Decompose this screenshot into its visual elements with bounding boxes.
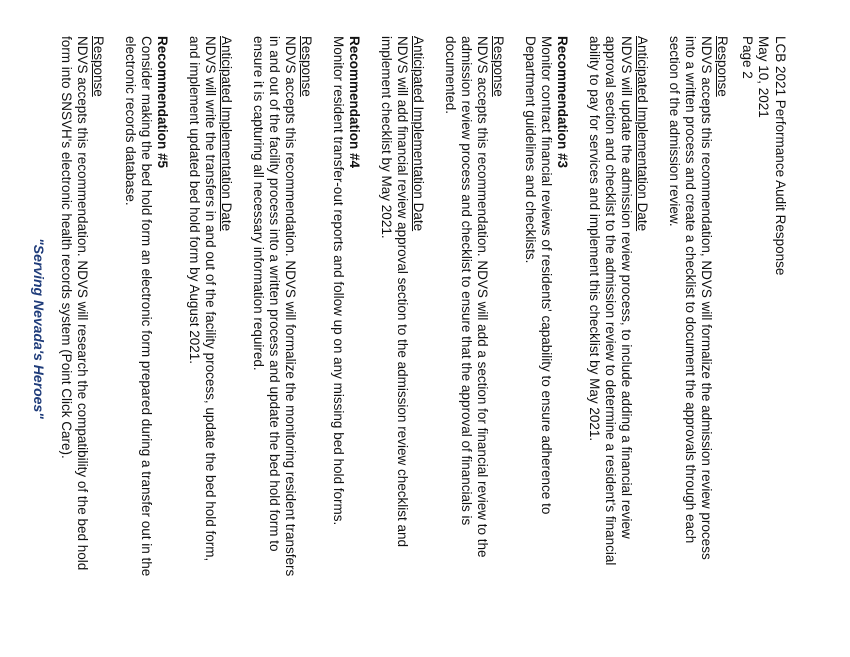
recommendation-4	[330, 36, 362, 581]
section-label: Response	[299, 36, 314, 97]
recommendation-text: Consider making the bed hold form an electronic form prepared during a transfer out in the electronic records database.	[123, 36, 154, 577]
section-label: Anticipated Implementation Date	[219, 36, 234, 232]
section-label: Anticipated Implementation Date	[411, 36, 426, 232]
response-section-4	[250, 36, 314, 581]
document-body	[42, 36, 730, 581]
section-label: Response	[491, 36, 506, 97]
section-text: NDVS accepts this recommendation. NDVS will formalize the monitoring resident transfers in and out of the facility process into a written process and update the bed hold form to ensure it is capturing all necessary information required.	[251, 36, 298, 577]
response-section-5	[58, 36, 106, 581]
recommendation-text: Monitor contract financial reviews of residents' capability to ensure adherence to Department guidelines and checklists.	[523, 36, 554, 515]
response-section-1	[666, 36, 730, 581]
section-label: Anticipated Implementation Date	[635, 36, 650, 232]
section-text: NDVS will write the transfers in and out of the facility process, update the bed hold form, and implement updated bed hold form by August 2021.	[187, 36, 218, 562]
section-text: NDVS will add financial review approval section to the admission review checklist and implement checklist by May 2021.	[379, 36, 410, 547]
document-header	[739, 36, 789, 275]
section-label: Response	[715, 36, 730, 97]
recommendation-heading: Recommendation #4	[347, 36, 362, 169]
section-text: NDVS accepts this recommendation. NDVS will add a section for financial review to the admission review process and checklist to ensure that the approval of financials is documented.	[443, 36, 490, 558]
response-section-3	[442, 36, 506, 581]
section-text: NDVS accepts this recommendation. NDVS will research the compatibility of the bed hold form into SNSVH's electronic health records system (Point Click Care).	[59, 36, 90, 571]
implementation-date-section-4	[186, 36, 234, 581]
recommendation-5	[122, 36, 170, 581]
implementation-date-section-3	[378, 36, 426, 581]
implementation-date-section-1	[586, 36, 650, 581]
footer-tagline: "Serving Nevada's Heroes"	[31, 238, 47, 419]
header-page-number: Page 2	[740, 36, 755, 79]
recommendation-heading: Recommendation #5	[155, 36, 170, 169]
section-label: Response	[91, 36, 106, 97]
recommendation-text: Monitor resident transfer-out reports and follow up on any missing bed hold forms.	[331, 36, 346, 526]
section-text: NDVS will update the admission review process, to include adding a financial review approval section and checklist to the admission review to determine a resident's financial ability to pay for services and implement this checklist by May 2021.	[587, 36, 634, 566]
header-date: May 10, 2021	[756, 36, 772, 118]
recommendation-3	[522, 36, 570, 581]
header-title: LCB 2021 Performance Audit Response	[773, 36, 788, 276]
section-text: NDVS accepts this recommendation, NDVS will formalize the admission review process into a written process and create a checklist to document the approvals through each section of the admission review.	[667, 36, 714, 560]
recommendation-heading: Recommendation #3	[555, 36, 570, 169]
